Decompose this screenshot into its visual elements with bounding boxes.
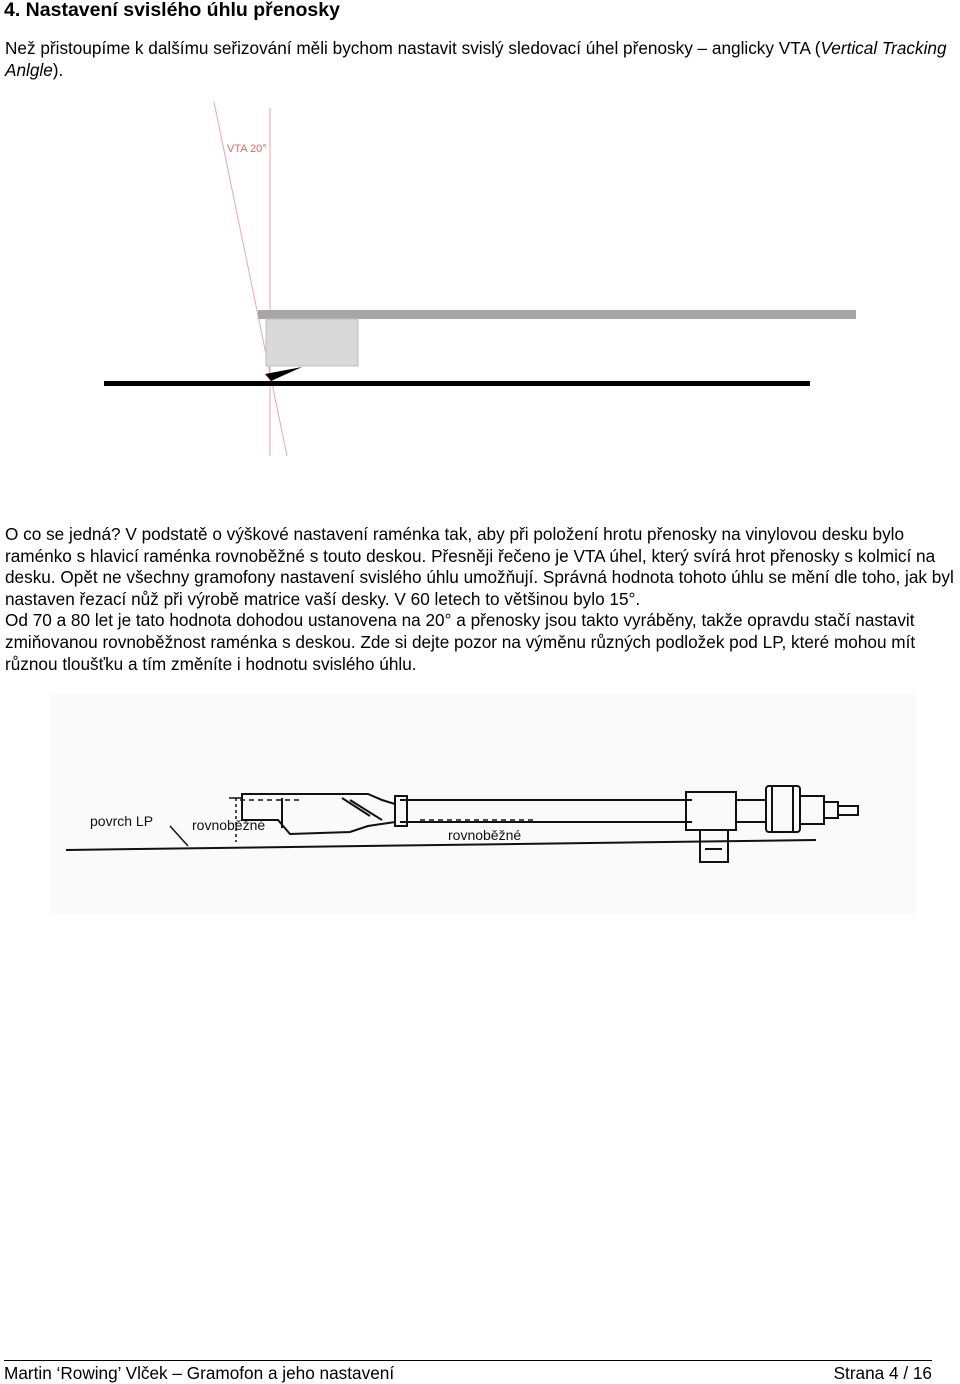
vta-angle-line [214,102,287,456]
label-parallel-left: rovnoběžné [192,817,266,833]
intro-text-italic: Vertical Tracking Anlgle [5,38,947,80]
footer-page-number: Strana 4 / 16 [833,1363,932,1383]
intro-paragraph [5,37,960,81]
body-paragraph-2: Od 70 a 80 let je tato hodnota dohodou ustanovena na 20° a přenosky jsou takto vyráběny, takže opravdu stačí nastavit zmiňovanou rovnoběžnost raménka s deskou. Zde si dejte pozor na výměnu různých podložek pod LP, které mohou mít různou tloušťku a tím změníte i hodnotu svislého úhlu. [5,610,916,674]
body-text [5,524,958,675]
intro-text-before: Než přistoupíme k dalšímu seřizování měli bychom nastavit svislý sledovací úhel přenosky – anglicky VTA ( [5,38,821,58]
section-heading: 4. Nastavení svislého úhlu přenosky [4,0,340,21]
headshell-block [266,319,358,366]
intro-text-after: ). [52,60,64,80]
record-surface-line [104,381,810,386]
vta-label: VTA 20° [227,143,267,155]
body-paragraph-1: O co se jedná? V podstatě o výškové nastavení raménka tak, aby při položení hrotu přenosky na vinylovou desku bylo raménko s hlavicí raménka rovnoběžné s touto deskou. Přesněji řečeno je VTA úhel, který svírá hrot přenosky s kolmicí na desku. Opět ne všechny gramofony nastavení svislého úhlu umožňují. Správná hodnota tohoto úhlu se mění dle toho, jak byl nastaven řezací nůž při výrobě matrice vaší desky. V 60 letech to většinou bylo 15°. [5,524,954,609]
tonearm-bar [258,310,856,319]
page-footer [4,1360,932,1384]
label-parallel-right: rovnoběžné [448,827,522,843]
footer-title: Martin ‘Rowing’ Vlček – Gramofon a jeho nastavení [4,1363,395,1383]
label-lp-surface: povrch LP [90,813,154,829]
stylus-tip [265,367,302,381]
vta-angle-diagram [100,100,860,462]
tonearm-parallel-diagram [50,694,916,914]
